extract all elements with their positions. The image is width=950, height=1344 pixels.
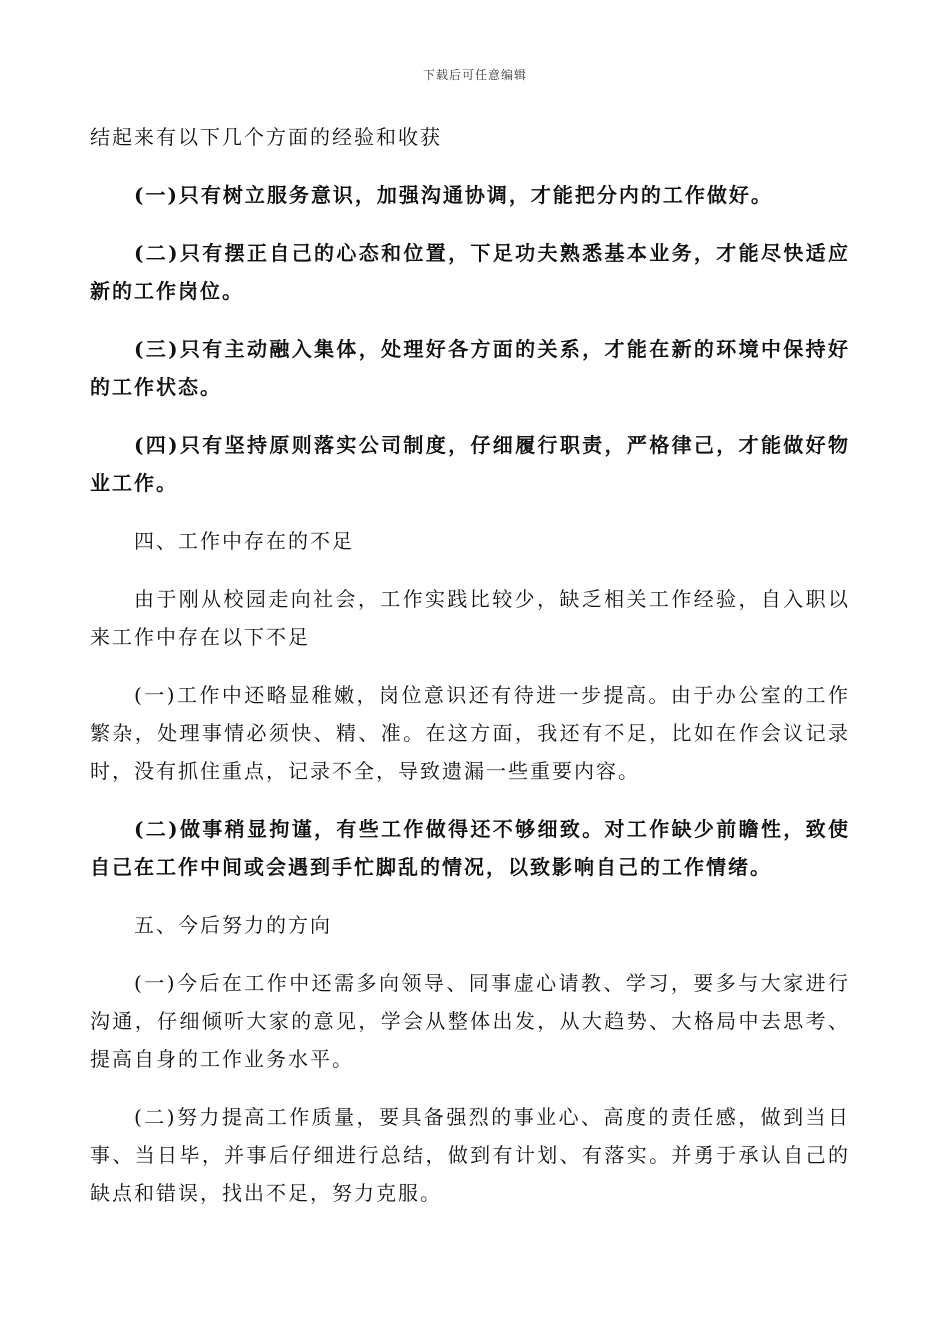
paragraph-summary-intro: 结起来有以下几个方面的经验和收获 [90, 125, 442, 149]
paragraph-direction-2: (二)努力提高工作质量，要具备强烈的事业心、高度的责任感，做到当日事、当日毕，并事后仔细进行总结，做到有计划、有落实。并勇于承认自己的缺点和错误，找出不足，努力克服。 [90, 1105, 850, 1205]
page-header: 下载后可任意编辑 [422, 68, 527, 82]
paragraph-lesson-3: (三)只有主动融入集体，处理好各方面的关系，才能在新的环境中保持好的工作状态。 [90, 337, 850, 399]
section-heading-future-direction: 五、今后努力的方向 [134, 913, 332, 937]
paragraph-shortcoming-2: (二)做事稍显拘谨，有些工作做得还不够细致。对工作缺少前瞻性，致使自己在工作中间或会遇到手忙脚乱的情况，以致影响自己的工作情绪。 [90, 817, 850, 879]
paragraph-direction-1: (一)今后在工作中还需多向领导、同事虚心请教、学习，要多与大家进行沟通，仔细倾听大家的意见，学会从整体出发，从大趋势、大格局中去思考、提高自身的工作业务水平。 [90, 971, 850, 1071]
paragraph-shortcomings-intro: 由于刚从校园走向社会，工作实践比较少，缺乏相关工作经验，自入职以来工作中存在以下不足 [90, 587, 850, 649]
paragraph-shortcoming-1: (一)工作中还略显稚嫩，岗位意识还有待进一步提高。由于办公室的工作繁杂，处理事情必须快、精、准。在这方面，我还有不足，比如在作会议记录时，没有抓住重点，记录不全，导致遗漏一些重要内容。 [90, 683, 850, 783]
paragraph-lesson-4: (四)只有坚持原则落实公司制度，仔细履行职责，严格律己，才能做好物业工作。 [90, 433, 850, 495]
paragraph-lesson-1: (一)只有树立服务意识，加强沟通协调，才能把分内的工作做好。 [134, 183, 773, 207]
section-heading-shortcomings: 四、工作中存在的不足 [134, 529, 354, 553]
document-body [90, 118, 850, 1212]
paragraph-lesson-2: (二)只有摆正自己的心态和位置，下足功夫熟悉基本业务，才能尽快适应新的工作岗位。 [90, 241, 850, 303]
